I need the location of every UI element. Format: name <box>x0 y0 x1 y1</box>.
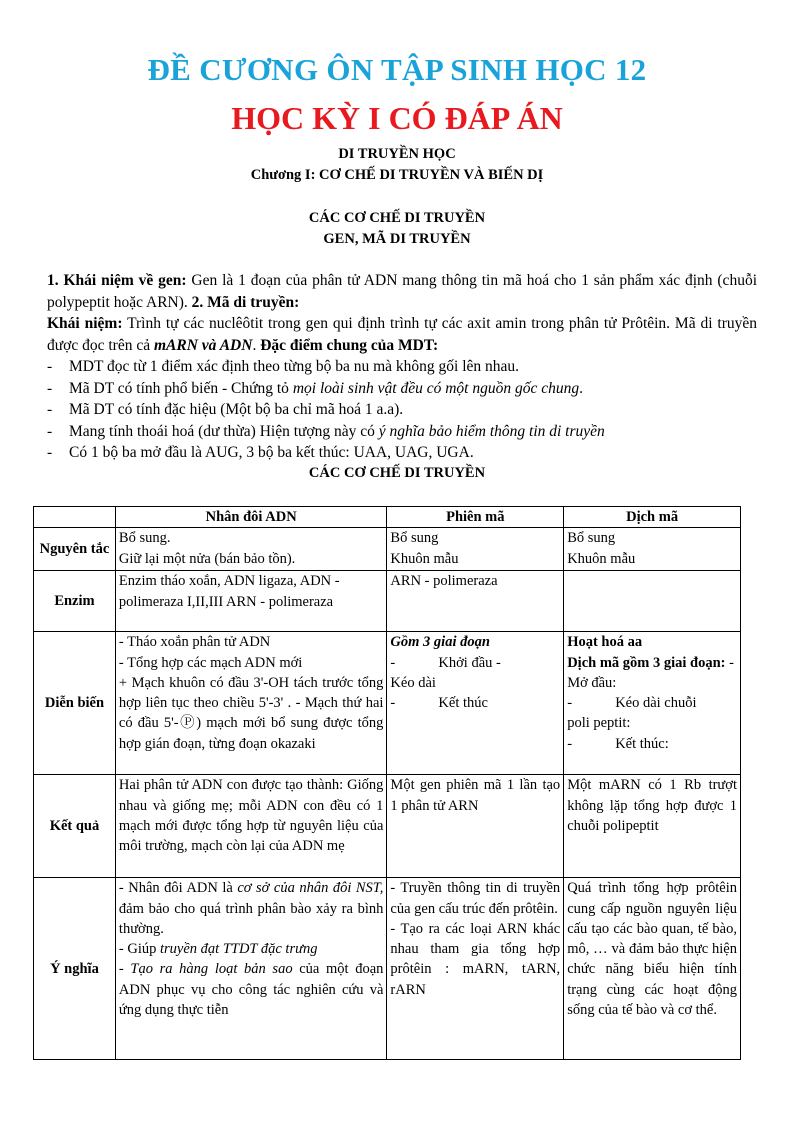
gene-text: Gen là 1 đoạn của phân tử ADN mang thông tin mã hoá cho 1 sản phẩm xác định (chuỗi polypeptit hoặc ARN). <box>47 272 757 311</box>
bullet-emphasis: ý nghĩa bảo hiểm thông tin di truyền <box>378 422 605 440</box>
bullet-dash: - <box>47 401 53 418</box>
cell-text: - Mở đầu: <box>567 654 734 691</box>
cell-line <box>567 653 737 694</box>
bullet-text-part: Mã DT có tính phổ biến - Chứng tỏ <box>69 379 293 397</box>
header-cell: Nhân đôi ADN <box>115 507 387 528</box>
table-cell: ARN - polimeraza <box>387 571 564 632</box>
table-cell <box>564 571 741 632</box>
table-cell <box>387 632 564 775</box>
cell-text: - Giúp <box>118 941 161 958</box>
row-header: Ý nghĩa <box>34 878 116 1060</box>
list-item <box>47 442 757 464</box>
row-header: Enzim <box>34 571 116 632</box>
cell-line: Bổ sung <box>567 530 616 547</box>
cell-text: Kết thúc <box>438 695 488 712</box>
cell-line <box>119 878 384 939</box>
cell-line: Bổ sung. <box>118 530 171 547</box>
row-header: Diễn biến <box>34 632 116 775</box>
cell-line: + Mạch khuôn có đầu 3'-OH tách trước tổng hợp liên tục theo chiều 5'-3' . - Mạch thứ hai có đầu 5'-Ⓟ) mạch mới bổ sung được tổng hợp gián đoạn, từng đoạn okazaki <box>118 674 384 752</box>
table-row <box>34 571 741 632</box>
table-row <box>34 878 741 1060</box>
bullet-dash: - <box>47 422 53 440</box>
cell-line <box>567 693 737 713</box>
table-cell <box>115 878 387 1060</box>
table-row <box>34 528 741 571</box>
section-heading: CÁC CƠ CHẾ DI TRUYỀN <box>308 210 486 226</box>
cell-line: Gồm 3 giai đoạn <box>390 634 490 651</box>
cell-text: Dịch mã gồm 3 giai đoạn: <box>567 654 726 671</box>
bullet-dash: - <box>567 735 573 752</box>
table-row <box>34 775 741 878</box>
cell-text: Kết thúc: <box>615 735 669 752</box>
table-cell <box>115 632 387 775</box>
cell-line: - Tạo ra các loại ARN khác nhau tham gia tổng hợp prôtêin : mARN, tARN, rARN <box>390 920 561 998</box>
part-heading: DI TRUYỀN HỌC <box>338 146 456 162</box>
cell-text: Kéo dài chuỗi <box>615 695 697 712</box>
cell-line <box>390 653 560 673</box>
bullet-dash: - <box>47 444 53 461</box>
bullet-text: Có 1 bộ ba mở đầu là AUG, 3 bộ ba kết thúc: UAA, UAG, UGA. <box>69 444 474 461</box>
cell-line: - Tổng hợp các mạch ADN mới <box>118 654 303 671</box>
table-cell <box>564 632 741 775</box>
table-title: CÁC CƠ CHẾ DI TRUYỀN <box>308 465 486 481</box>
paragraph-concept <box>47 313 757 356</box>
table-cell <box>115 528 387 571</box>
header-cell: Dịch mã <box>564 507 741 528</box>
table-cell <box>387 528 564 571</box>
bullet-text <box>69 421 757 443</box>
cell-emphasis: truyền đạt TTDT đặc trưng <box>160 941 318 958</box>
table-cell <box>387 878 564 1060</box>
cell-line <box>119 939 384 959</box>
bullet-emphasis: mọi loài sinh vật đều có một nguồn gốc chung <box>292 379 580 397</box>
list-item <box>47 421 757 443</box>
row-header: Kết quả <box>34 775 116 878</box>
header-cell: Phiên mã <box>387 507 564 528</box>
bullet-text <box>69 378 757 400</box>
bullet-dash: - <box>390 695 396 712</box>
cell-text: - Nhân đôi ADN là <box>118 880 238 897</box>
row-header: Nguyên tắc <box>34 528 116 571</box>
features-label: Đặc điểm chung của MDT: <box>260 336 439 354</box>
body-text <box>47 270 757 464</box>
table-cell <box>564 528 741 571</box>
cell-line: Giữ lại một nửa (bán bảo tồn). <box>118 550 296 567</box>
table-header-row <box>34 507 741 528</box>
concept-text: Trình tự các nuclêôtit trong gen qui định trình tự các axit amin trong phân tử Prôtêin. Mã di truyền được đọc trên cả <box>47 315 757 354</box>
bullet-dash: - <box>567 695 573 712</box>
document-subtitle: HỌC KỲ I CÓ ĐÁP ÁN <box>231 100 563 136</box>
cell-line: - Tháo xoắn phân tử ADN <box>118 634 271 651</box>
paragraph-gene <box>47 270 757 313</box>
cell-line: - Truyền thông tin di truyền của gen cấu trúc đến prôtêin. <box>390 880 561 917</box>
bullet-text-part: Mang tính thoái hoá (dư thừa) Hiện tượng này có <box>69 422 379 440</box>
cell-text: của một đoạn ADN phục vụ cho công tác nghiên cứu và ứng dụng thực tiễn <box>118 961 384 1019</box>
cell-emphasis: cơ sở của nhân đôi NST, <box>237 880 384 897</box>
cell-line: Kéo dài <box>390 674 436 691</box>
table-row <box>34 632 741 775</box>
bullet-text-part: . <box>579 379 583 397</box>
list-item <box>47 399 757 421</box>
cell-line <box>390 693 560 713</box>
bullet-text: Mã DT có tính đặc hiệu (Một bộ ba chỉ mã hoá 1 a.a). <box>69 401 404 418</box>
subsection-heading: GEN, MÃ DI TRUYỀN <box>323 231 471 247</box>
bullet-text: MDT đọc từ 1 điểm xác định theo từng bộ ba nu mà không gối lên nhau. <box>69 358 520 375</box>
cell-line <box>567 734 737 754</box>
concept-label: Khái niệm: <box>47 315 123 332</box>
bullet-dash: - <box>47 379 53 397</box>
cell-line: Bổ sung <box>390 530 439 547</box>
cell-line: poli peptit: <box>567 715 631 732</box>
cell-text: đảm bảo cho quá trình phân bào xảy ra bình thường. <box>118 900 384 937</box>
table-cell: Hai phân tử ADN con được tạo thành: Giống nhau và giống mẹ; mỗi ADN con đều có 1 mạch mới được tổng hợp từ nguyên liệu của môi trường, mạch còn lại của ADN mẹ <box>115 775 387 878</box>
gene-label: 1. Khái niệm về gen: <box>47 272 187 289</box>
genetic-code-label: 2. Mã di truyền: <box>191 293 300 311</box>
table-cell: Một mARN có 1 Rb trượt không lặp tổng hợp được 1 chuỗi polipeptit <box>564 775 741 878</box>
table-cell: Quá trình tổng hợp prôtêin cung cấp nguồn nguyên liệu cấu tạo các bào quan, tế bào, mô, … và đảm bảo thực hiện chức năng biểu hiện tính trạng cùng các hoạt động sống của tế bào và cơ thể. <box>564 878 741 1060</box>
document-title: ĐỀ CƯƠNG ÔN TẬP SINH HỌC 12 <box>147 52 647 87</box>
concept-emphasis: mARN và ADN <box>153 336 253 354</box>
table-cell: Một gen phiên mã 1 lần tạo 1 phân tử ARN <box>387 775 564 878</box>
cell-line: Khuôn mẫu <box>390 550 459 567</box>
cell-text: Khởi đầu - <box>438 654 501 671</box>
cell-line: Hoạt hoá aa <box>567 634 643 651</box>
list-item <box>47 378 757 400</box>
chapter-heading: Chương I: CƠ CHẾ DI TRUYỀN VÀ BIẾN DỊ <box>250 167 544 183</box>
cell-line <box>119 959 384 1020</box>
list-item <box>47 356 757 378</box>
bullet-dash: - <box>47 358 53 375</box>
mechanisms-table <box>33 506 741 1060</box>
cell-line: Khuôn mẫu <box>567 550 636 567</box>
table-cell: Enzim tháo xoắn, ADN ligaza, ADN - polimeraza I,II,III ARN - polimeraza <box>115 571 387 632</box>
header-cell <box>34 507 116 528</box>
bullet-dash: - <box>390 654 396 671</box>
concept-dot: . <box>252 336 261 354</box>
cell-emphasis: - Tạo ra hàng loạt bản sao <box>118 961 293 978</box>
